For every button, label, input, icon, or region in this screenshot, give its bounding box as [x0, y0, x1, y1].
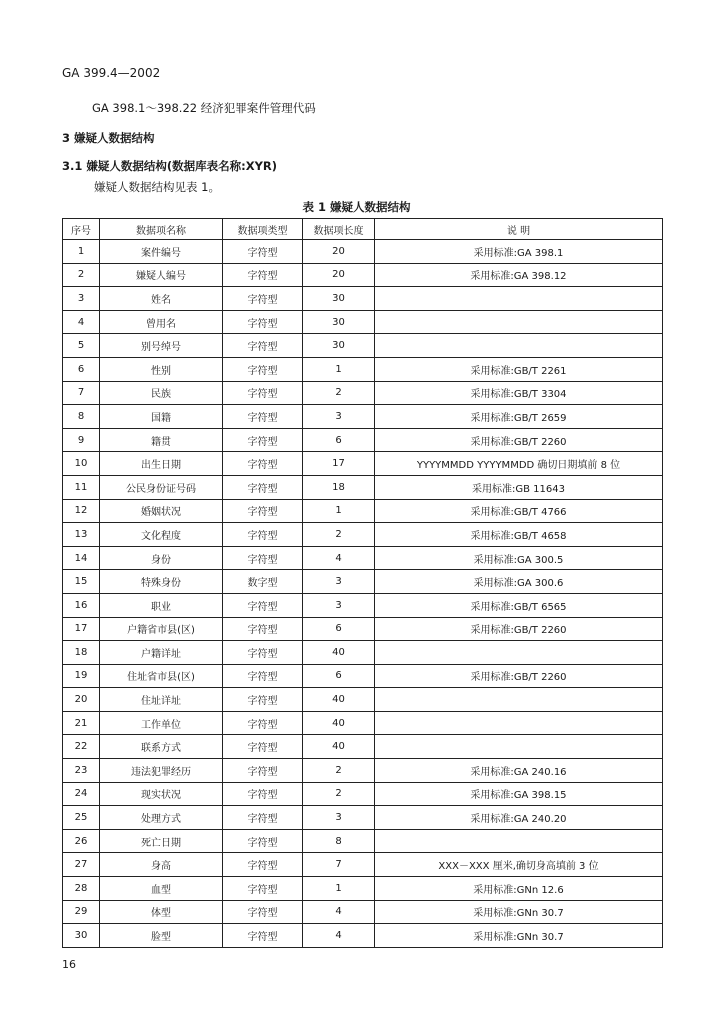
table-row	[63, 735, 663, 759]
table-row	[63, 263, 663, 287]
section-3-1-text: 嫌疑人数据结构见表 1。	[94, 180, 220, 194]
cell-item-name: 曾用名	[100, 310, 223, 334]
table-row	[63, 759, 663, 783]
cell-item-type: 字符型	[223, 593, 303, 617]
cell-item-length: 1	[303, 877, 375, 901]
cell-item-length: 7	[303, 853, 375, 877]
cell-seq: 25	[63, 806, 100, 830]
cell-seq: 26	[63, 829, 100, 853]
cell-item-type: 字符型	[223, 428, 303, 452]
table-row	[63, 428, 663, 452]
table-row	[63, 475, 663, 499]
cell-seq: 28	[63, 877, 100, 901]
table-row	[63, 877, 663, 901]
cell-description: 采用标准:GB/T 2260	[375, 428, 663, 452]
cell-item-length: 40	[303, 711, 375, 735]
header-item-name: 数据项名称	[100, 219, 223, 240]
cell-seq: 6	[63, 357, 100, 381]
cell-description: 采用标准:GB/T 2659	[375, 405, 663, 429]
cell-seq: 23	[63, 759, 100, 783]
cell-item-name: 民族	[100, 381, 223, 405]
cell-item-name: 性别	[100, 357, 223, 381]
header-seq: 序号	[63, 219, 100, 240]
cell-description: 采用标准:GB/T 2261	[375, 357, 663, 381]
cell-item-length: 1	[303, 499, 375, 523]
table-row	[63, 617, 663, 641]
table-row	[63, 310, 663, 334]
cell-item-length: 3	[303, 806, 375, 830]
cell-item-length: 8	[303, 829, 375, 853]
cell-seq: 17	[63, 617, 100, 641]
cell-seq: 24	[63, 782, 100, 806]
header-item-length: 数据项长度	[303, 219, 375, 240]
cell-seq: 12	[63, 499, 100, 523]
cell-item-name: 出生日期	[100, 452, 223, 476]
header-description: 说 明	[375, 219, 663, 240]
table-row	[63, 688, 663, 712]
cell-item-type: 字符型	[223, 711, 303, 735]
cell-seq: 10	[63, 452, 100, 476]
cell-item-type: 字符型	[223, 782, 303, 806]
cell-item-name: 处理方式	[100, 806, 223, 830]
cell-description: 采用标准:GB/T 4766	[375, 499, 663, 523]
table-row	[63, 782, 663, 806]
table-row	[63, 570, 663, 594]
cell-item-name: 身份	[100, 546, 223, 570]
cell-seq: 21	[63, 711, 100, 735]
cell-description: 采用标准:GNn 12.6	[375, 877, 663, 901]
cell-description: 采用标准:GNn 30.7	[375, 924, 663, 948]
cell-seq: 22	[63, 735, 100, 759]
cell-item-length: 17	[303, 452, 375, 476]
cell-description	[375, 334, 663, 358]
table-row	[63, 499, 663, 523]
cell-description	[375, 829, 663, 853]
cell-description: 采用标准:GA 240.16	[375, 759, 663, 783]
cell-item-length: 2	[303, 381, 375, 405]
cell-item-name: 特殊身份	[100, 570, 223, 594]
table-row	[63, 593, 663, 617]
cell-description: 采用标准:GA 300.6	[375, 570, 663, 594]
cell-seq: 27	[63, 853, 100, 877]
cell-item-name: 婚姻状况	[100, 499, 223, 523]
cell-item-name: 文化程度	[100, 523, 223, 547]
cell-item-name: 联系方式	[100, 735, 223, 759]
cell-item-type: 字符型	[223, 759, 303, 783]
cell-item-name: 姓名	[100, 287, 223, 311]
cell-description	[375, 735, 663, 759]
cell-description	[375, 641, 663, 665]
cell-item-type: 字符型	[223, 381, 303, 405]
cell-seq: 18	[63, 641, 100, 665]
cell-description: 采用标准:GB/T 2260	[375, 617, 663, 641]
table-row	[63, 829, 663, 853]
cell-item-length: 6	[303, 428, 375, 452]
cell-item-length: 4	[303, 924, 375, 948]
cell-description: 采用标准:GB 11643	[375, 475, 663, 499]
data-structure-table	[62, 218, 663, 948]
cell-description: XXX－XXX 厘米,确切身高填前 3 位	[375, 853, 663, 877]
cell-description	[375, 688, 663, 712]
cell-item-length: 6	[303, 664, 375, 688]
standard-number: GA 399.4—2002	[62, 66, 161, 80]
cell-item-length: 30	[303, 334, 375, 358]
cell-seq: 5	[63, 334, 100, 358]
cell-item-length: 3	[303, 570, 375, 594]
cell-description: 采用标准:GA 300.5	[375, 546, 663, 570]
cell-item-length: 40	[303, 641, 375, 665]
table-row	[63, 334, 663, 358]
cell-item-type: 字符型	[223, 523, 303, 547]
cell-item-length: 4	[303, 546, 375, 570]
cell-description: YYYYMMDD YYYYMMDD 确切日期填前 8 位	[375, 452, 663, 476]
table-row	[63, 924, 663, 948]
cell-item-type: 字符型	[223, 853, 303, 877]
cell-item-type: 字符型	[223, 688, 303, 712]
cell-item-type: 字符型	[223, 310, 303, 334]
table-caption: 表 1 嫌疑人数据结构	[302, 200, 411, 214]
cell-item-type: 字符型	[223, 806, 303, 830]
cell-item-type: 字符型	[223, 664, 303, 688]
cell-item-length: 2	[303, 523, 375, 547]
table-row	[63, 405, 663, 429]
cell-item-length: 18	[303, 475, 375, 499]
cell-item-name: 体型	[100, 900, 223, 924]
cell-item-type: 字符型	[223, 499, 303, 523]
cell-item-type: 字符型	[223, 735, 303, 759]
cell-item-type: 字符型	[223, 263, 303, 287]
cell-item-name: 住址详址	[100, 688, 223, 712]
reference-line: GA 398.1～398.22 经济犯罪案件管理代码	[92, 101, 316, 115]
cell-seq: 20	[63, 688, 100, 712]
cell-item-length: 3	[303, 593, 375, 617]
cell-item-type: 字符型	[223, 287, 303, 311]
cell-description: 采用标准:GNn 30.7	[375, 900, 663, 924]
table-row	[63, 853, 663, 877]
cell-description: 采用标准:GB/T 3304	[375, 381, 663, 405]
cell-description: 采用标准:GB/T 6565	[375, 593, 663, 617]
cell-seq: 1	[63, 240, 100, 264]
table-row	[63, 641, 663, 665]
cell-seq: 4	[63, 310, 100, 334]
table-row	[63, 664, 663, 688]
cell-seq: 8	[63, 405, 100, 429]
table-row	[63, 900, 663, 924]
cell-seq: 14	[63, 546, 100, 570]
header-item-type: 数据项类型	[223, 219, 303, 240]
cell-item-type: 字符型	[223, 924, 303, 948]
table-row	[63, 546, 663, 570]
cell-seq: 29	[63, 900, 100, 924]
cell-item-type: 字符型	[223, 452, 303, 476]
cell-item-type: 字符型	[223, 641, 303, 665]
cell-seq: 2	[63, 263, 100, 287]
cell-item-name: 籍贯	[100, 428, 223, 452]
cell-seq: 16	[63, 593, 100, 617]
cell-item-length: 30	[303, 287, 375, 311]
table-row	[63, 452, 663, 476]
cell-item-type: 字符型	[223, 475, 303, 499]
cell-item-name: 身高	[100, 853, 223, 877]
cell-item-name: 户籍详址	[100, 641, 223, 665]
cell-description: 采用标准:GA 398.12	[375, 263, 663, 287]
cell-item-length: 20	[303, 263, 375, 287]
cell-item-type: 字符型	[223, 829, 303, 853]
cell-description: 采用标准:GA 398.1	[375, 240, 663, 264]
page-number: 16	[62, 958, 76, 971]
cell-description: 采用标准:GA 240.20	[375, 806, 663, 830]
cell-description	[375, 711, 663, 735]
cell-description: 采用标准:GB/T 4658	[375, 523, 663, 547]
cell-item-type: 字符型	[223, 900, 303, 924]
cell-item-length: 30	[303, 310, 375, 334]
section-3-1-title: 3.1 嫌疑人数据结构(数据库表名称:XYR)	[62, 159, 278, 173]
cell-item-length: 3	[303, 405, 375, 429]
table-row	[63, 381, 663, 405]
cell-item-name: 职业	[100, 593, 223, 617]
table-row	[63, 240, 663, 264]
cell-item-name: 工作单位	[100, 711, 223, 735]
cell-seq: 3	[63, 287, 100, 311]
section-3-title: 3 嫌疑人数据结构	[62, 131, 155, 145]
cell-item-length: 4	[303, 900, 375, 924]
cell-item-name: 公民身份证号码	[100, 475, 223, 499]
cell-item-length: 2	[303, 782, 375, 806]
cell-description: 采用标准:GB/T 2260	[375, 664, 663, 688]
cell-item-length: 40	[303, 735, 375, 759]
cell-item-type: 字符型	[223, 877, 303, 901]
cell-seq: 13	[63, 523, 100, 547]
cell-item-name: 户籍省市县(区)	[100, 617, 223, 641]
cell-description	[375, 287, 663, 311]
table-header-row	[63, 219, 663, 240]
cell-item-type: 字符型	[223, 334, 303, 358]
cell-item-type: 字符型	[223, 240, 303, 264]
table-body	[63, 240, 663, 948]
cell-seq: 7	[63, 381, 100, 405]
cell-seq: 19	[63, 664, 100, 688]
cell-item-type: 字符型	[223, 405, 303, 429]
cell-item-name: 违法犯罪经历	[100, 759, 223, 783]
cell-item-name: 死亡日期	[100, 829, 223, 853]
cell-item-name: 国籍	[100, 405, 223, 429]
cell-item-name: 血型	[100, 877, 223, 901]
cell-item-length: 40	[303, 688, 375, 712]
table-row	[63, 711, 663, 735]
cell-item-type: 字符型	[223, 617, 303, 641]
cell-item-length: 1	[303, 357, 375, 381]
cell-seq: 15	[63, 570, 100, 594]
cell-item-length: 6	[303, 617, 375, 641]
cell-item-length: 20	[303, 240, 375, 264]
cell-item-name: 案件编号	[100, 240, 223, 264]
cell-description	[375, 310, 663, 334]
cell-item-name: 住址省市县(区)	[100, 664, 223, 688]
cell-seq: 11	[63, 475, 100, 499]
cell-item-length: 2	[303, 759, 375, 783]
table-row	[63, 287, 663, 311]
cell-seq: 30	[63, 924, 100, 948]
cell-item-name: 嫌疑人编号	[100, 263, 223, 287]
cell-item-type: 字符型	[223, 357, 303, 381]
cell-item-name: 别号绰号	[100, 334, 223, 358]
table-row	[63, 523, 663, 547]
table-row	[63, 806, 663, 830]
cell-description: 采用标准:GA 398.15	[375, 782, 663, 806]
cell-seq: 9	[63, 428, 100, 452]
cell-item-name: 现实状况	[100, 782, 223, 806]
table-row	[63, 357, 663, 381]
cell-item-name: 脸型	[100, 924, 223, 948]
cell-item-type: 数字型	[223, 570, 303, 594]
cell-item-type: 字符型	[223, 546, 303, 570]
